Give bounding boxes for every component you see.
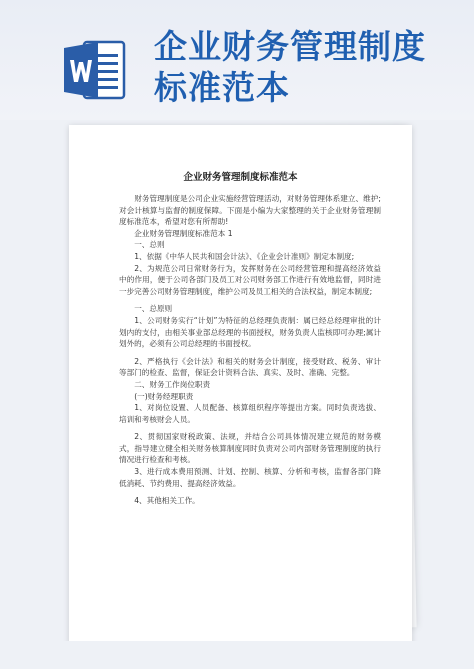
title-line-1: 企业财务管理制度 [154,27,426,66]
body-paragraph: 1、公司财务实行“计划”为特征的总经理负责制：属已经总经理审批的计划内的支付，由相关事业部总经理的书面授权，财务负责人监核即可办理;属计划外的，必须有公司总经理的书面授权。 [119,315,381,349]
body-paragraph: 4、其他相关工作。 [134,496,200,506]
page-title [154,26,454,108]
section-heading: 一、总则 [134,240,165,250]
body-paragraph: 1、依据《中华人民共和国会计法》、《企业会计准则》制定本制度; [134,251,355,261]
subsection-heading: (一)财务经理职责 [134,391,194,401]
document-body [119,193,381,507]
intro-paragraph: 财务管理制度是公司企业实施经营管理活动，对财务管理体系建立、维护;对会计核算与监督的制度保障。下面是小编为大家整理的关于企业财务管理制度标准范本，希望对您有所帮助! [119,194,381,227]
document-page[interactable] [69,125,412,645]
body-paragraph: 2、严格执行《会计法》和相关的财务会计制度，接受财政、税务、审计等部门的检查、监督，保证会计资料合法、真实、及时、准确、完整。 [119,356,381,378]
body-paragraph: 3、进行成本费用预测、计划、控制、核算、分析和考核，监督各部门降低消耗、节约费用、提高经济效益。 [119,467,381,488]
word-document-icon [62,38,126,102]
hero-banner [0,0,474,120]
footer-strip [0,641,474,669]
body-paragraph: 2、为规范公司日常财务行为，发挥财务在公司经营管理和提高经济效益中的作用，便于公司各部门及员工对公司财务部工作进行有效地监督，同时进一步完善公司财务管理制度，维护公司及员工相关的合法权益，制定本制度; [119,263,381,296]
body-paragraph: 1、对岗位设置、人员配备、核算组织程序等提出方案。同时负责选拔、培训和考核财会人员。 [119,403,381,424]
document-title: 企业财务管理制度标准范本 [183,172,298,183]
section-heading: 一、总原则 [134,304,173,314]
title-line-2: 标准范本 [154,68,290,107]
body-paragraph: 2、贯彻国家财税政策、法规，并结合公司具体情况建立规范的财务模式，指导建立健全相关财务核算制度同时负责对公司内部财务管理制度的执行情况进行检查和考核。 [119,432,381,465]
section-heading: 企业财务管理制度标准范本 1 [134,228,233,238]
section-heading: 二、财务工作岗位职责 [134,379,211,389]
